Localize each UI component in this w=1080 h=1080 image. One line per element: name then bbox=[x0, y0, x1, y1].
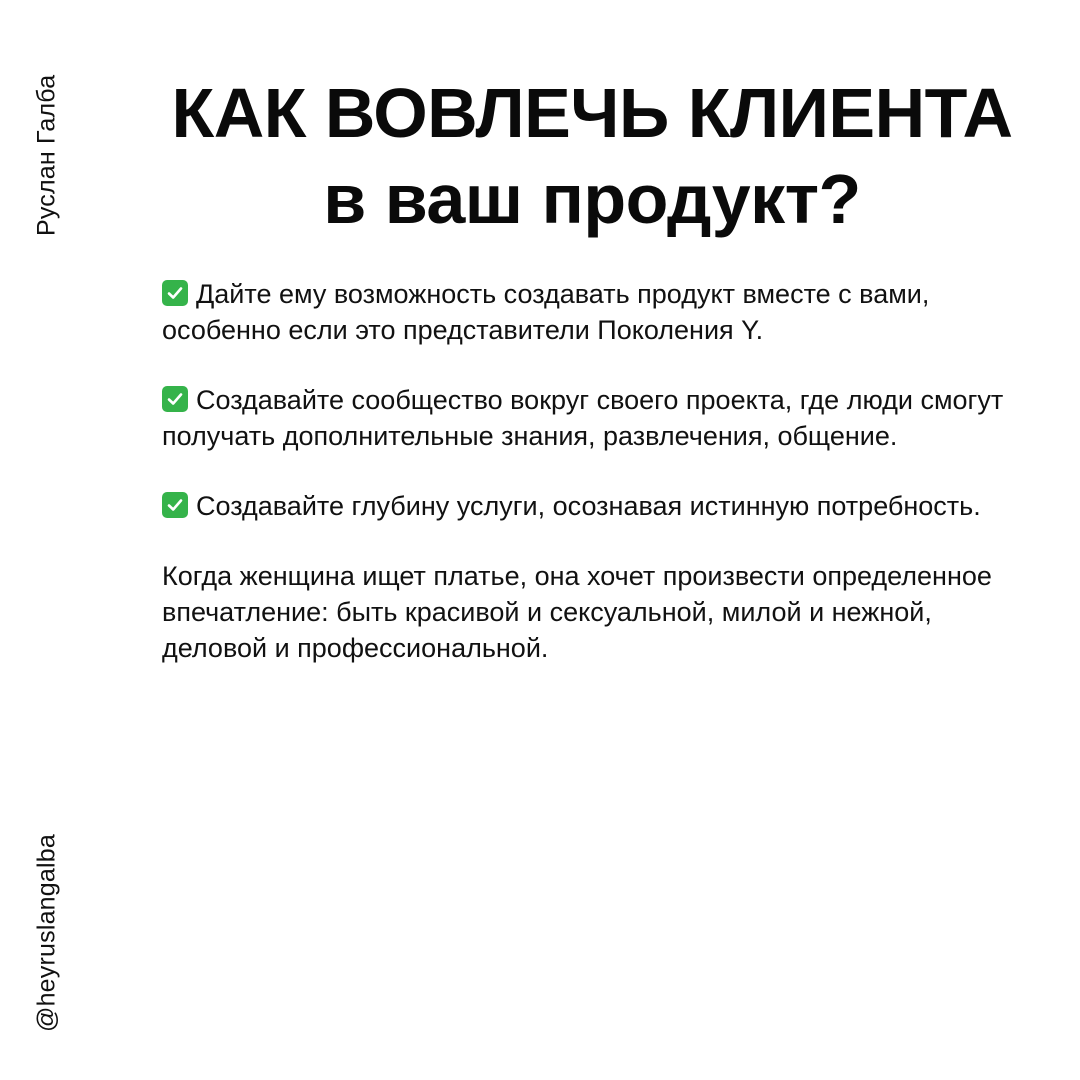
bullet-text: Дайте ему возможность создавать продукт вместе с вами, особенно если это представители Поколения Y. bbox=[162, 279, 930, 345]
check-mark-icon bbox=[162, 280, 188, 306]
bullet-text: Создавайте глубину услуги, осознавая истинную потребность. bbox=[196, 491, 981, 521]
bullet-item bbox=[162, 276, 1042, 348]
check-mark-icon bbox=[162, 386, 188, 412]
closing-paragraph: Когда женщина ищет платье, она хочет произвести определенное впечатление: быть красивой и сексуальной, милой и нежной, деловой и профессиональной. bbox=[162, 561, 992, 663]
article-body bbox=[162, 276, 1042, 700]
check-mark-icon bbox=[162, 492, 188, 518]
author-handle: @heyruslangalba bbox=[32, 834, 61, 1032]
bullet-item bbox=[162, 488, 1042, 524]
title-line-1: КАК ВОВЛЕЧЬ КЛИЕНТА bbox=[171, 74, 1013, 152]
author-name: Руслан Галба bbox=[32, 74, 61, 236]
bullet-item bbox=[162, 382, 1042, 454]
bullet-text: Создавайте сообщество вокруг своего проекта, где люди смогут получать дополнительные знания, развлечения, общение. bbox=[162, 385, 1004, 451]
page-title bbox=[80, 70, 1080, 242]
title-line-2: в ваш продукт? bbox=[323, 160, 861, 238]
